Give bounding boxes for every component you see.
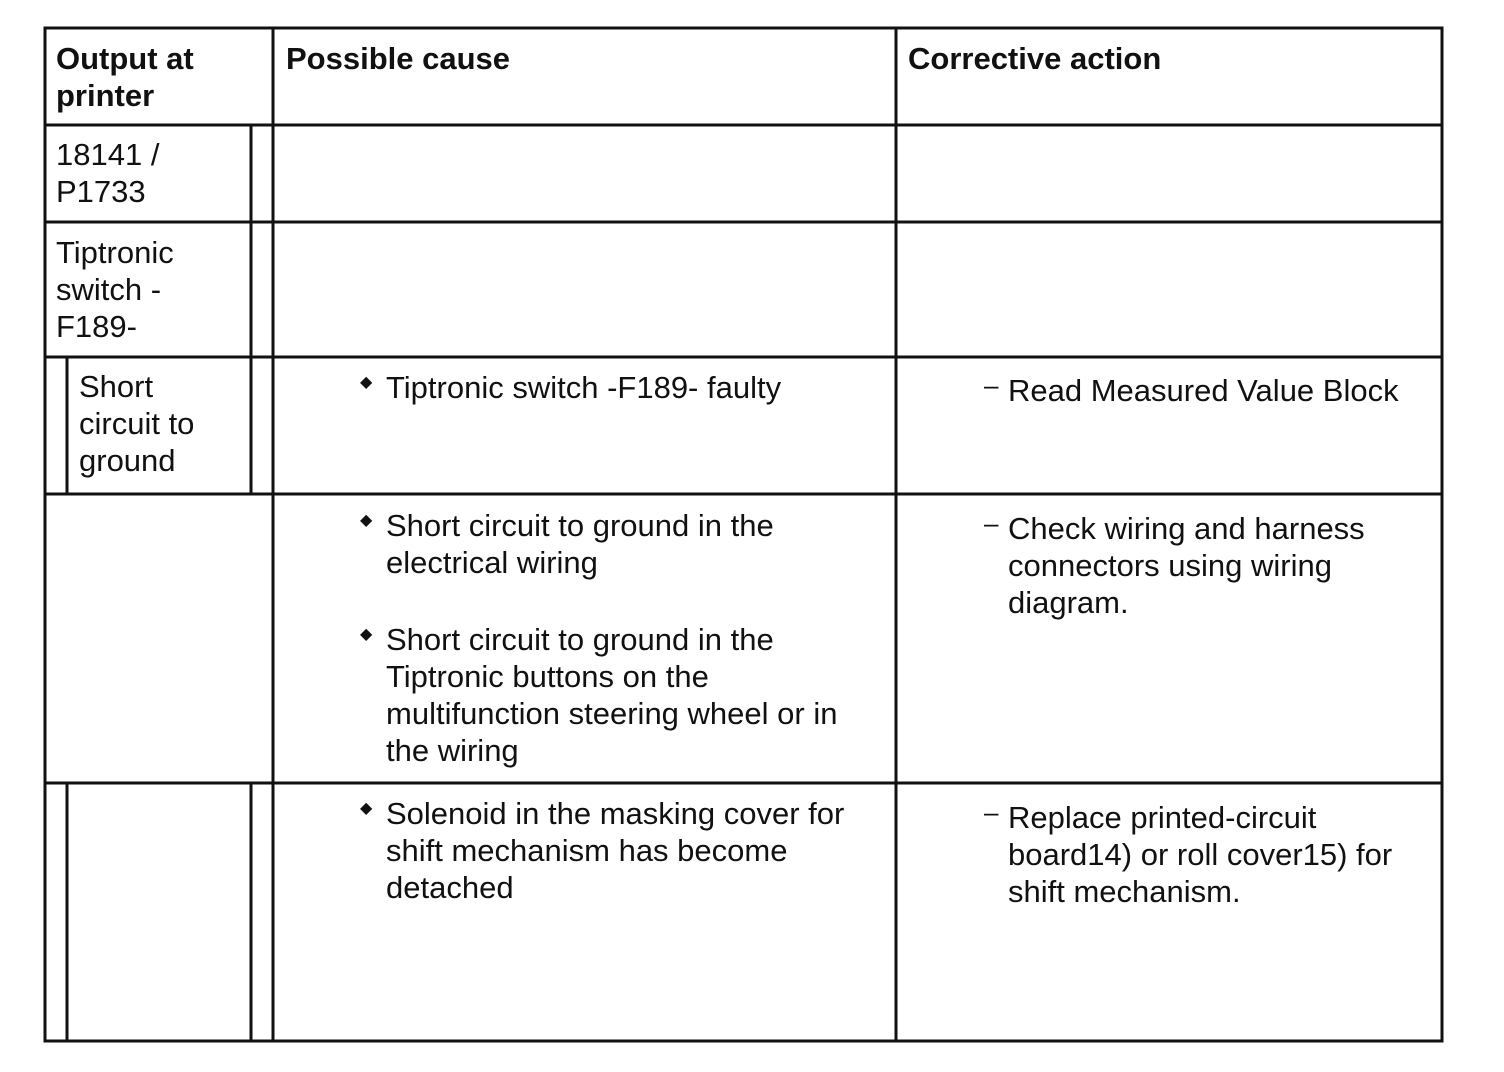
cause-item: Short circuit to ground in the electrical wiring bbox=[386, 508, 774, 580]
action-item: Check wiring and harness connectors using wiring diagram. bbox=[1008, 511, 1365, 620]
fault-code: 18141 / P1733 bbox=[56, 137, 160, 209]
component-name: Tiptronic switch - F189- bbox=[56, 235, 174, 344]
cause-item: Tiptronic switch -F189- faulty bbox=[386, 370, 782, 405]
dash-icon: – bbox=[984, 370, 999, 400]
dash-icon: – bbox=[984, 508, 999, 538]
header-output-at-printer: Output at printer bbox=[56, 41, 194, 113]
action-item: Read Measured Value Block bbox=[1008, 373, 1399, 408]
header-possible-cause: Possible cause bbox=[286, 41, 511, 76]
header-corrective-action: Corrective action bbox=[908, 41, 1162, 76]
dash-icon: – bbox=[984, 797, 999, 827]
bullet-icon: ◆ bbox=[360, 626, 373, 643]
cause-item: Short circuit to ground in the Tiptronic buttons on the multifunction steering wheel or in the wiring bbox=[386, 622, 838, 768]
bullet-icon: ◆ bbox=[360, 374, 373, 391]
bullet-icon: ◆ bbox=[360, 512, 373, 529]
bullet-icon: ◆ bbox=[360, 800, 373, 817]
action-item: Replace printed-circuit board14) or roll cover15) for shift mechanism. bbox=[1008, 800, 1393, 909]
cause-item: Solenoid in the masking cover for shift mechanism has become detached bbox=[386, 796, 845, 905]
fault-type: Short circuit to ground bbox=[79, 369, 195, 478]
